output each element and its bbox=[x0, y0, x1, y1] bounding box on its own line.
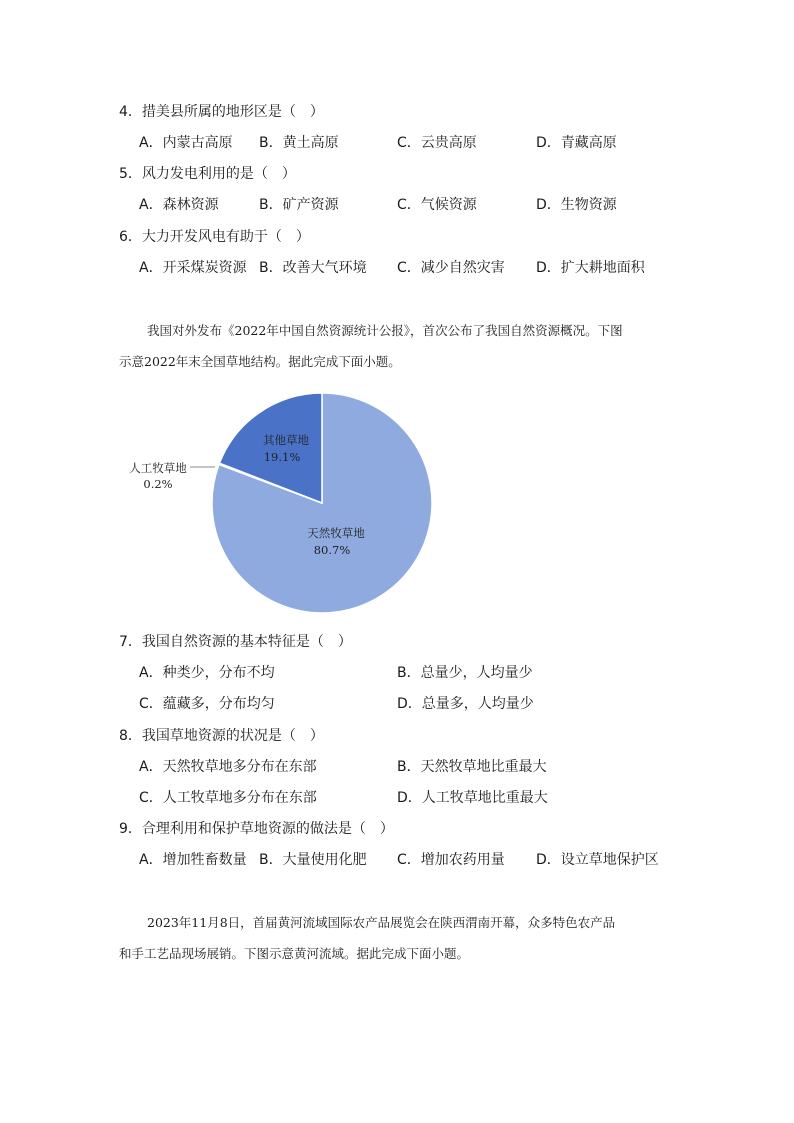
question-6-option-b[interactable]: B．改善大气环境 bbox=[259, 260, 367, 276]
question-9-option-a[interactable]: A．增加牲畜数量 bbox=[139, 852, 247, 868]
question-5-stem: 5．风力发电利用的是（ ） bbox=[119, 166, 296, 182]
label-other-grassland-value: 19.1% bbox=[263, 450, 301, 464]
question-6-option-a[interactable]: A．开采煤炭资源 bbox=[139, 260, 247, 276]
label-artificial-grassland-name: 人工牧草地 bbox=[129, 461, 187, 475]
question-9-option-b[interactable]: B．大量使用化肥 bbox=[259, 852, 367, 868]
question-6-stem: 6．大力开发风电有助于（ ） bbox=[119, 229, 310, 245]
label-natural-grassland-name: 天然牧草地 bbox=[307, 526, 365, 540]
label-artificial-grassland-value: 0.2% bbox=[143, 477, 173, 491]
question-8-option-a[interactable]: A．天然牧草地多分布在东部 bbox=[139, 759, 317, 775]
question-7-option-a[interactable]: A．种类少，分布不均 bbox=[139, 665, 275, 681]
question-7-option-c[interactable]: C．蕴藏多，分布均匀 bbox=[139, 696, 275, 712]
question-8-option-b[interactable]: B．天然牧草地比重最大 bbox=[397, 759, 547, 775]
question-9-option-c[interactable]: C．增加农药用量 bbox=[397, 852, 505, 868]
question-6-option-d[interactable]: D．扩大耕地面积 bbox=[536, 260, 645, 276]
passage-2-line-1: 2023年11月8日，首届黄河流域国际农产品展览会在陕西渭南开幕，众多特色农产品 bbox=[147, 915, 616, 930]
question-5-option-a[interactable]: A．森林资源 bbox=[139, 197, 219, 213]
question-4-stem: 4．措美县所属的地形区是（ ） bbox=[119, 104, 324, 120]
passage-1-line-1: 我国对外发布《2022年中国自然资源统计公报》，首次公布了我国自然资源概况。下图 bbox=[147, 323, 623, 338]
question-7-option-b[interactable]: B．总量少，人均量少 bbox=[397, 665, 533, 681]
question-5-option-c[interactable]: C．气候资源 bbox=[397, 197, 477, 213]
passage-2-line-2: 和手工艺品现场展销。下图示意黄河流域。据此完成下面小题。 bbox=[119, 946, 470, 961]
question-7-stem: 7．我国自然资源的基本特征是（ ） bbox=[119, 634, 352, 650]
question-4-option-c[interactable]: C．云贵高原 bbox=[397, 135, 477, 151]
question-5-option-d[interactable]: D．生物资源 bbox=[536, 197, 617, 213]
label-other-grassland-name: 其他草地 bbox=[263, 433, 309, 447]
question-8-stem: 8．我国草地资源的状况是（ ） bbox=[119, 728, 324, 744]
grassland-structure-pie-chart bbox=[110, 385, 450, 620]
question-9-stem: 9．合理利用和保护草地资源的做法是（ ） bbox=[119, 821, 394, 837]
passage-1-line-2: 示意2022年末全国草地结构。据此完成下面小题。 bbox=[119, 354, 401, 369]
question-4-option-a[interactable]: A．内蒙古高原 bbox=[139, 135, 233, 151]
question-6-option-c[interactable]: C．减少自然灾害 bbox=[397, 260, 505, 276]
label-natural-grassland-value: 80.7% bbox=[313, 543, 351, 557]
question-8-option-d[interactable]: D．人工牧草地比重最大 bbox=[397, 790, 548, 806]
question-4-option-b[interactable]: B．黄土高原 bbox=[259, 135, 339, 151]
question-5-option-b[interactable]: B．矿产资源 bbox=[259, 197, 339, 213]
question-4-option-d[interactable]: D．青藏高原 bbox=[536, 135, 617, 151]
question-9-option-d[interactable]: D．设立草地保护区 bbox=[536, 852, 659, 868]
question-8-option-c[interactable]: C．人工牧草地多分布在东部 bbox=[139, 790, 317, 806]
question-7-option-d[interactable]: D．总量多，人均量少 bbox=[397, 696, 534, 712]
